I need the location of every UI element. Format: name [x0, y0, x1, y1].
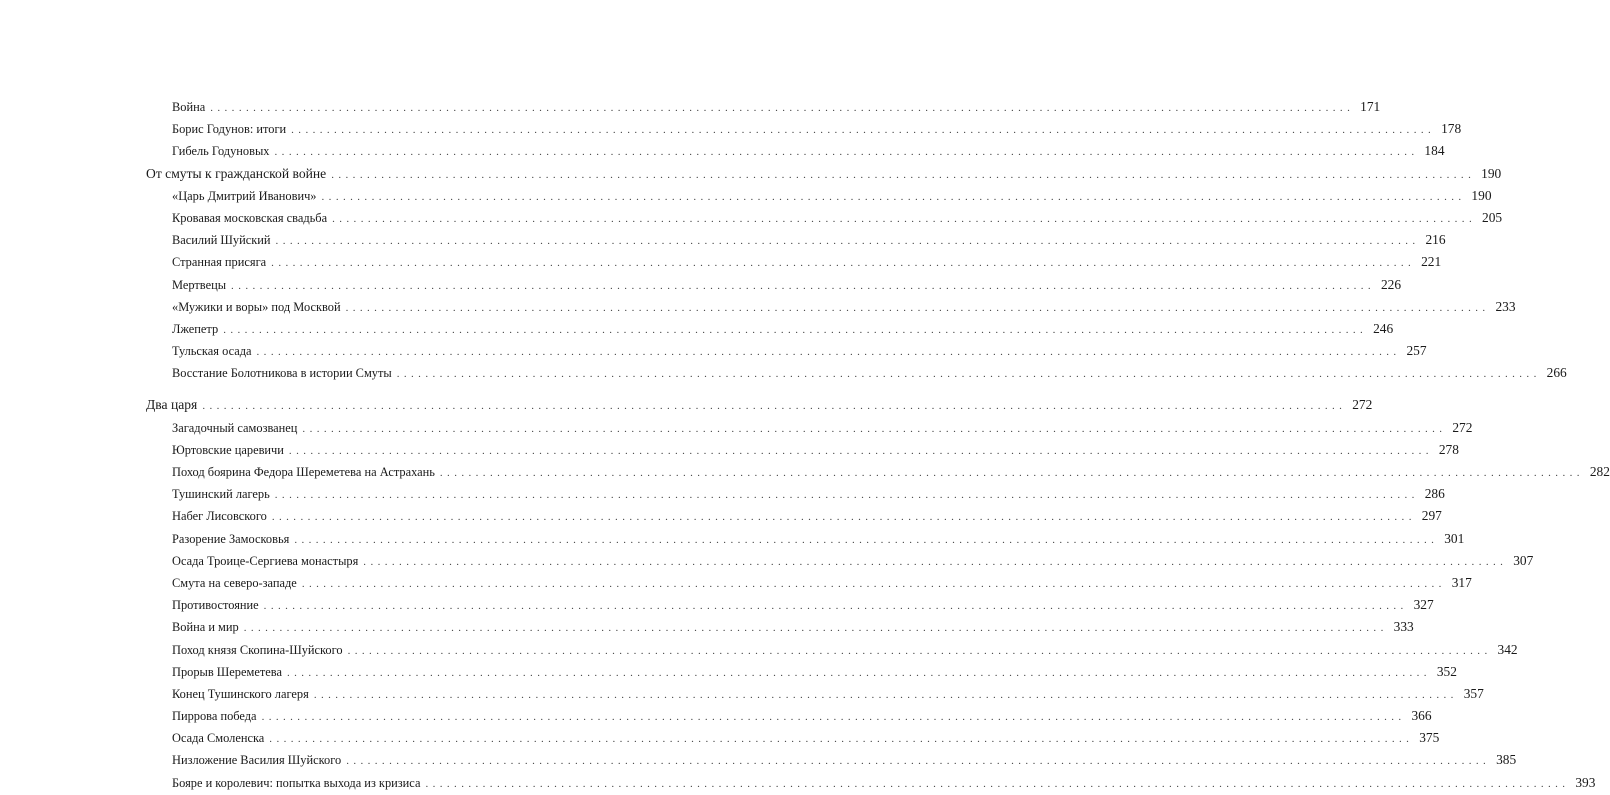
toc-entry-title: Тушинский лагерь: [172, 487, 270, 502]
dot-leader: ................................................................................................................................................................: [291, 124, 1436, 137]
toc-entry-title: Гибель Годуновых: [172, 144, 270, 159]
toc-entry: [146, 318, 1394, 340]
dot-leader: ................................................................................................................................................................: [332, 212, 1477, 225]
toc-entry-page-number: 352: [1436, 663, 1457, 679]
dot-leader: ................................................................................................................................................................: [313, 688, 1458, 701]
toc-entry-page-number: 385: [1496, 752, 1517, 768]
dot-leader: ................................................................................................................................................................: [269, 733, 1414, 746]
dot-leader: ................................................................................................................................................................: [243, 622, 1388, 635]
toc-entry-page-number: 190: [1471, 187, 1492, 203]
toc-entry-page-number: 184: [1424, 143, 1445, 159]
toc-entry-page-number: 272: [1452, 419, 1473, 435]
toc-entry-title: Война и мир: [172, 620, 239, 635]
toc-entry-title: Юртовские царевичи: [172, 442, 284, 457]
dot-leader: ................................................................................................................................................................: [261, 711, 1406, 724]
dot-leader: ................................................................................................................................................................: [231, 279, 1376, 292]
toc-entry-page-number: 357: [1463, 685, 1484, 701]
toc-entry-title: Осада Смоленска: [172, 731, 265, 746]
toc-entry-title: Восстание Болотникова в истории Смуты: [172, 366, 392, 381]
toc-entry: [146, 572, 1472, 594]
toc-entry: [146, 417, 1473, 439]
toc-entry: [146, 616, 1414, 638]
toc-entry: [146, 118, 1462, 140]
toc-entry-page-number: 178: [1441, 121, 1462, 137]
toc-entry: [146, 505, 1442, 527]
toc-entry-title: Мертвецы: [172, 277, 227, 292]
toc-entry: [146, 727, 1440, 749]
dot-leader: ................................................................................................................................................................: [275, 235, 1420, 248]
dot-leader: ................................................................................................................................................................: [288, 444, 1433, 457]
toc-entry-page-number: 375: [1419, 730, 1440, 746]
toc-entry-title: Конец Тушинского лагеря: [172, 686, 309, 701]
toc-entry-page-number: 190: [1481, 165, 1502, 181]
toc-entry: [146, 207, 1503, 229]
dot-leader: ................................................................................................................................................................: [263, 600, 1408, 613]
toc-entry: [146, 274, 1402, 296]
toc-entry-title: Набег Лисовского: [172, 509, 267, 524]
toc-entry-title: Борис Годунов: итоги: [172, 122, 287, 137]
toc-entry-title: Пиррова победа: [172, 709, 257, 724]
toc-entry-title: Кровавая московская свадьба: [172, 210, 328, 225]
toc-entry-title: Низложение Василия Шуйского: [172, 753, 342, 768]
toc-entry-page-number: 327: [1413, 597, 1434, 613]
dot-leader: ................................................................................................................................................................: [301, 577, 1446, 590]
toc-entry-title: Осада Троице-Сергиева монастыря: [172, 553, 359, 568]
toc-entry-title: Поход князя Скопина-Шуйского: [172, 642, 343, 657]
toc-entry-page-number: 333: [1393, 619, 1414, 635]
dot-leader: ................................................................................................................................................................: [210, 102, 1355, 114]
toc-section-entry: [146, 394, 1373, 416]
toc-entry-page-number: 393: [1575, 774, 1596, 790]
toc-entry: [146, 550, 1534, 572]
toc-entry-title: Война: [172, 100, 206, 114]
dot-leader: ................................................................................................................................................................: [256, 346, 1401, 359]
toc-entry-page-number: 278: [1438, 441, 1459, 457]
toc-entry: [146, 185, 1492, 207]
toc-entry-page-number: 282: [1589, 464, 1610, 479]
toc-entry: [146, 705, 1432, 727]
toc-entry-title: Загадочный самозванец: [172, 420, 298, 435]
dot-leader: ................................................................................................................................................................: [396, 368, 1541, 381]
toc-entry: [146, 439, 1459, 461]
toc-entry-title: Два царя: [146, 397, 198, 413]
toc-entry-page-number: 226: [1380, 276, 1402, 292]
dot-leader: ................................................................................................................................................................: [274, 146, 1419, 159]
table-of-contents: [146, 96, 1610, 794]
toc-entry-page-number: 233: [1495, 298, 1516, 314]
toc-entry-title: Тульская осада: [172, 344, 252, 359]
toc-entry-title: «Царь Дмитрий Иванович»: [172, 188, 317, 203]
toc-entry: [146, 140, 1445, 162]
toc-entry-page-number: 246: [1373, 320, 1394, 336]
toc-entry-page-number: 366: [1411, 708, 1432, 724]
toc-entry-title: Бояре и королевич: попытка выхода из кризиса: [172, 775, 421, 790]
dot-leader: ................................................................................................................................................................: [271, 511, 1416, 524]
dot-leader: ................................................................................................................................................................: [223, 323, 1368, 336]
toc-entry-title: Прорыв Шереметева: [172, 664, 282, 679]
toc-entry-page-number: 171: [1360, 99, 1381, 114]
toc-entry: [146, 483, 1445, 505]
toc-entry: [146, 362, 1567, 384]
dot-leader: ................................................................................................................................................................: [363, 555, 1508, 568]
toc-entry-page-number: 257: [1406, 343, 1427, 359]
toc-section-entry: [146, 163, 1502, 185]
dot-leader: ................................................................................................................................................................: [331, 168, 1476, 181]
dot-leader: ................................................................................................................................................................: [274, 489, 1419, 502]
dot-leader: ................................................................................................................................................................: [346, 755, 1491, 768]
dot-leader: ................................................................................................................................................................: [347, 644, 1492, 657]
dot-leader: ................................................................................................................................................................: [202, 400, 1347, 413]
toc-entry-page-number: 216: [1425, 232, 1446, 248]
toc-entry: [146, 683, 1484, 705]
toc-entry-title: Смута на северо-западе: [172, 575, 297, 590]
toc-entry: [146, 528, 1465, 550]
toc-entry-page-number: 317: [1451, 574, 1472, 590]
dot-leader: ................................................................................................................................................................: [425, 777, 1570, 790]
toc-entry-title: Противостояние: [172, 598, 259, 613]
toc-entry-page-number: 266: [1546, 365, 1567, 381]
toc-entry: [146, 96, 1381, 118]
toc-entry-title: От смуты к гражданской войне: [146, 165, 327, 181]
toc-entry: [146, 296, 1516, 318]
dot-leader: ................................................................................................................................................................: [345, 301, 1490, 314]
toc-entry: [146, 594, 1434, 616]
dot-leader: ................................................................................................................................................................: [439, 467, 1584, 479]
toc-entry-page-number: 286: [1424, 486, 1445, 502]
toc-entry-title: Лжепетр: [172, 321, 219, 336]
toc-entry: [146, 749, 1517, 771]
toc-entry-title: «Мужики и воры» под Москвой: [172, 299, 341, 314]
toc-entry: [146, 772, 1596, 794]
toc-entry-page-number: 301: [1444, 530, 1465, 546]
toc-entry: [146, 251, 1442, 273]
toc-entry-title: Разорение Замосковья: [172, 531, 290, 546]
toc-entry-page-number: 221: [1421, 254, 1442, 270]
dot-leader: ................................................................................................................................................................: [321, 190, 1466, 203]
toc-entry: [146, 461, 1610, 483]
toc-entry-page-number: 307: [1513, 552, 1534, 568]
toc-entry-page-number: 272: [1352, 397, 1373, 413]
toc-entry-title: Поход боярина Федора Шереметева на Астрахань: [172, 465, 435, 479]
toc-entry-page-number: 342: [1497, 641, 1518, 657]
dot-leader: ................................................................................................................................................................: [271, 257, 1416, 270]
dot-leader: ................................................................................................................................................................: [294, 533, 1439, 546]
toc-entry: [146, 661, 1457, 683]
toc-entry: [146, 340, 1427, 362]
toc-entry-page-number: 297: [1421, 508, 1442, 524]
toc-entry-title: Странная присяга: [172, 255, 267, 270]
toc-entry: [146, 639, 1518, 661]
toc-entry-title: Василий Шуйский: [172, 233, 271, 248]
dot-leader: ................................................................................................................................................................: [286, 666, 1431, 679]
toc-entry: [146, 229, 1446, 251]
dot-leader: ................................................................................................................................................................: [302, 422, 1447, 435]
toc-entry-page-number: 205: [1482, 209, 1503, 225]
